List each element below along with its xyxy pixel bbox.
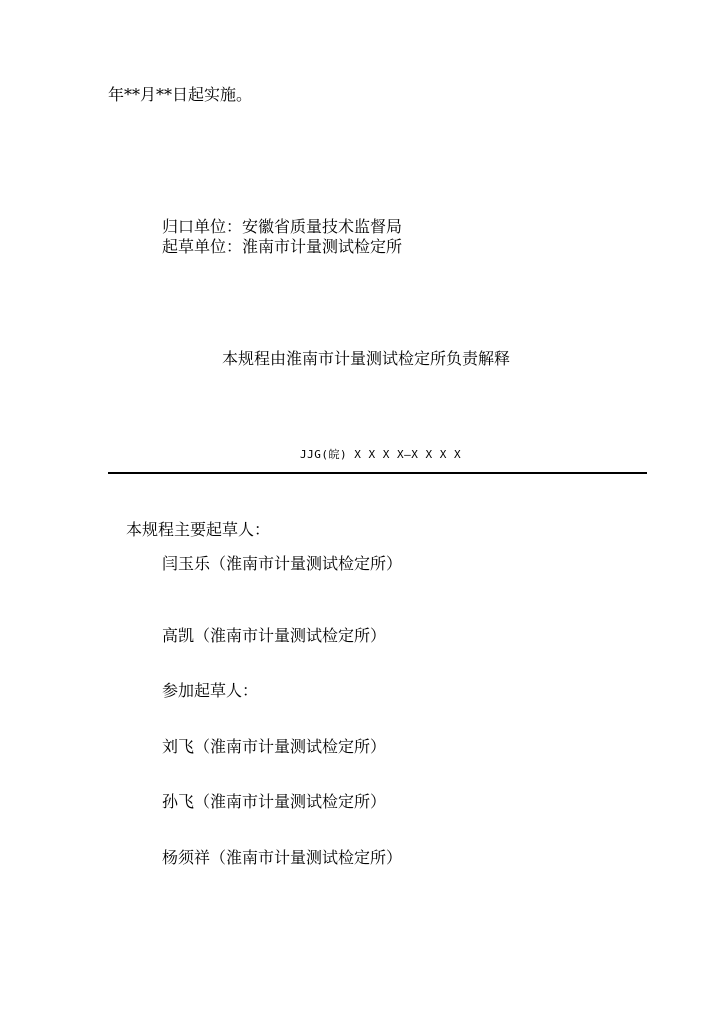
participating-drafters-heading: 参加起草人：: [162, 681, 259, 700]
horizontal-divider: [108, 472, 647, 474]
main-drafters-heading: 本规程主要起草人：: [126, 520, 271, 539]
effective-date-line: 年**月**日起实施。: [108, 85, 253, 104]
standard-code: JJG(皖) X X X X—X X X X: [300, 448, 462, 461]
interpretation-statement: 本规程由淮南市计量测试检定所负责解释: [222, 349, 511, 368]
responsible-unit-row: [162, 219, 402, 235]
participating-drafter-item: 刘飞（淮南市计量测试检定所）: [162, 737, 387, 756]
participating-drafter-item: 杨须祥（淮南市计量测试检定所）: [162, 848, 403, 867]
drafting-unit-label: 起草单位：: [162, 237, 243, 256]
participating-drafter-item: 孙飞（淮南市计量测试检定所）: [162, 792, 387, 811]
main-drafter-item: 闫玉乐（淮南市计量测试检定所）: [162, 554, 403, 573]
main-drafter-item: 高凯（淮南市计量测试检定所）: [162, 626, 387, 645]
responsible-unit-value: 安徽省质量技术监督局: [242, 217, 403, 236]
drafting-unit-value: 淮南市计量测试检定所: [242, 237, 403, 256]
drafting-unit-row: [162, 239, 402, 255]
responsible-unit-label: 归口单位：: [162, 217, 243, 236]
